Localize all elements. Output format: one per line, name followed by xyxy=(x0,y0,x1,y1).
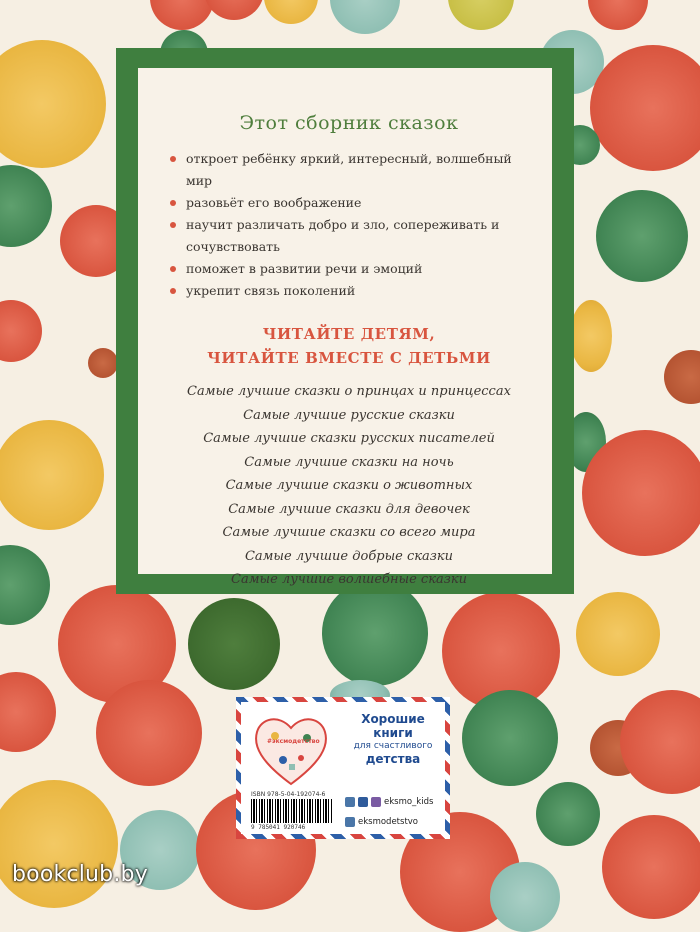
benefit-item: разовьёт его воображение xyxy=(168,192,530,214)
vk-icon xyxy=(345,817,355,827)
brown-circle xyxy=(664,350,700,404)
brown-circle xyxy=(88,348,118,378)
social-row xyxy=(345,794,433,810)
green-circle xyxy=(0,165,52,247)
series-title: Самые лучшие сказки о животных xyxy=(225,478,473,493)
social-links xyxy=(345,794,433,834)
vk-icon xyxy=(345,797,355,807)
site-watermark: bookclub.by xyxy=(12,862,148,887)
slogan-line: Хорошие xyxy=(361,712,425,726)
call-line-2: ЧИТАЙТЕ ВМЕСТЕ С ДЕТЬМИ xyxy=(207,349,491,367)
green-circle xyxy=(322,580,428,686)
social-handle: eksmodetstvo xyxy=(358,817,419,827)
green-circle xyxy=(188,598,280,690)
olive-circle xyxy=(448,0,514,30)
red-circle xyxy=(96,680,202,786)
green-circle xyxy=(462,690,558,786)
yellow-circle xyxy=(264,0,318,24)
red-circle xyxy=(588,0,648,30)
series-title: Самые лучшие сказки для девочек xyxy=(228,501,470,517)
social-row xyxy=(345,814,433,830)
slogan-line: для счастливого xyxy=(353,741,433,751)
red-circle xyxy=(590,45,700,171)
series-title: Самые лучшие сказки о принцах и принцессах xyxy=(187,384,511,399)
info-panel xyxy=(138,68,552,587)
heart-logo-icon xyxy=(251,712,331,788)
series-title: Самые лучшие русские сказки xyxy=(243,407,455,423)
publisher-stamp xyxy=(236,697,450,839)
yellow-circle xyxy=(576,592,660,676)
yellow-circle xyxy=(0,40,106,168)
yellow-circle xyxy=(570,300,612,372)
green-circle xyxy=(0,545,50,625)
red-circle xyxy=(150,0,214,30)
red-circle xyxy=(582,430,700,556)
yellow-circle xyxy=(0,780,118,908)
red-circle xyxy=(620,690,700,794)
instagram-icon xyxy=(371,797,381,807)
red-circle xyxy=(602,815,700,919)
panel-heading: Этот сборник сказок xyxy=(239,112,459,134)
series-title: Самые лучшие добрые сказки xyxy=(244,548,454,564)
isbn-text: ISBN 978-5-04-192074-6 xyxy=(251,791,326,798)
info-panel-frame xyxy=(116,48,574,594)
call-to-action xyxy=(168,322,530,370)
slogan-line: книги xyxy=(373,726,413,740)
red-circle xyxy=(0,672,56,752)
facebook-icon xyxy=(358,797,368,807)
barcode-icon xyxy=(251,799,333,823)
teal-circle xyxy=(490,862,560,932)
red-circle xyxy=(204,0,264,20)
benefit-item: научит различать добро и зло, сопереживать и сочувствовать xyxy=(168,214,530,258)
slogan-line: детства xyxy=(365,752,421,766)
benefit-list xyxy=(168,148,530,302)
series-list xyxy=(168,380,530,592)
red-circle xyxy=(0,300,42,362)
slogan xyxy=(341,712,445,766)
call-line-1: ЧИТАЙТЕ ДЕТЯМ, xyxy=(262,325,436,343)
barcode-number: 9 785041 920746 xyxy=(251,824,306,831)
benefit-item: укрепит связь поколений xyxy=(168,280,530,302)
series-title: Самые лучшие сказки русских писателей xyxy=(203,431,495,446)
green-circle xyxy=(596,190,688,282)
series-title: Самые лучшие волшебные сказки xyxy=(231,572,467,587)
social-handle: eksmo_kids xyxy=(384,797,434,807)
green-circle xyxy=(536,782,600,846)
logo-text: #эксмодетство xyxy=(267,738,320,745)
series-title: Самые лучшие сказки на ночь xyxy=(244,454,454,470)
benefit-item: откроет ребёнку яркий, интересный, волшебный мир xyxy=(168,148,530,192)
teal-circle xyxy=(330,0,400,34)
benefit-item: поможет в развитии речи и эмоций xyxy=(168,258,530,280)
series-title: Самые лучшие сказки со всего мира xyxy=(222,525,476,540)
yellow-circle xyxy=(0,420,104,530)
